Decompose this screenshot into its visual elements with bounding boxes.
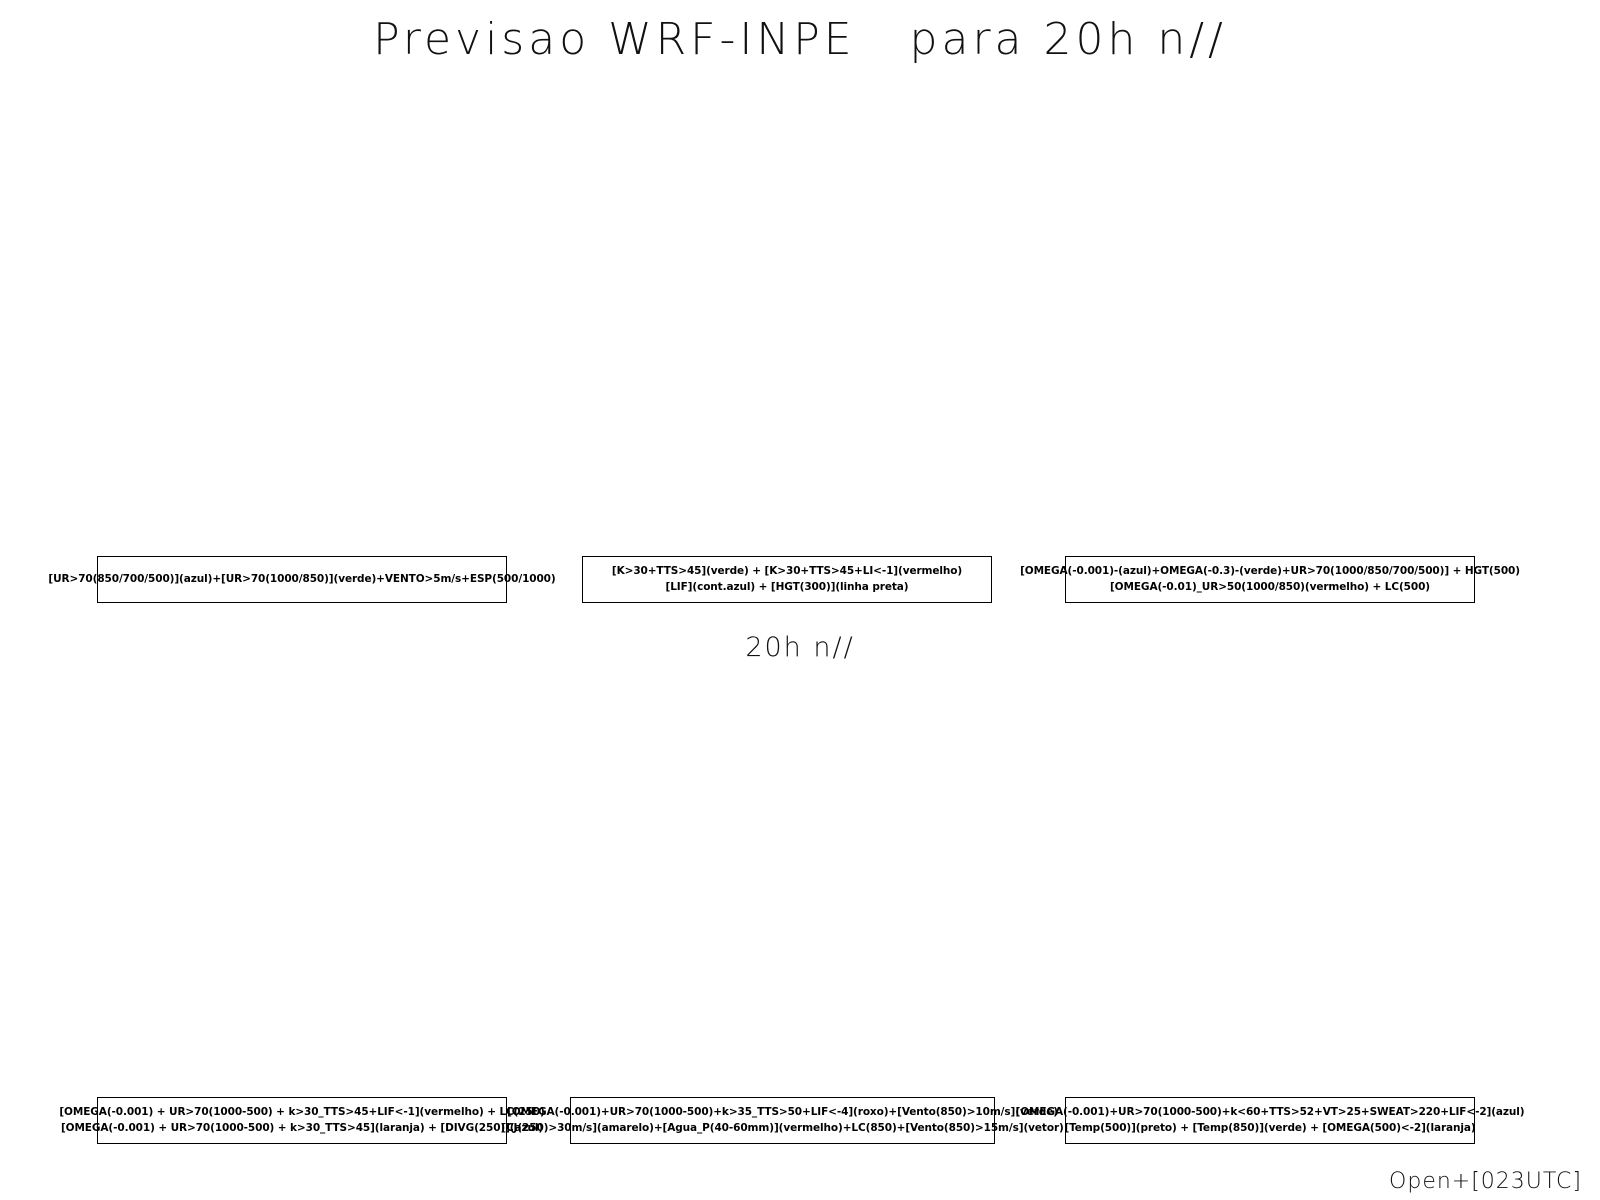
legend-line: [K>30+TTS>45](verde) + [K>30+TTS>45+LI<-1](vermelho) (611, 565, 963, 578)
map-panel-row2-col1 (97, 655, 507, 1090)
page-title: Previsao WRF-INPE para 20h n// (373, 14, 1227, 65)
legend-box-row1-col1 (48, 556, 556, 603)
legend-line: [LIF](cont.azul) + [HGT(300)](linha preta) (665, 580, 909, 593)
legend-box-row1-col3 (1020, 556, 1520, 603)
corner-stamp: Open+[023UTC] (1389, 1169, 1582, 1194)
legend-box-row2-col1 (59, 1097, 545, 1144)
legend-line: [OMEGA(-0.001) + UR>70(1000-500) + k>30_TTS>45+LIF<-1](vermelho) + LC(250) (59, 1106, 545, 1119)
legend-box-row2-col3 (1015, 1097, 1525, 1144)
legend-line: [OMEGA(-0.01)_UR>50(1000/850)(vermelho) + LC(500) (1109, 580, 1430, 593)
map-panel-row1-col3 (1065, 110, 1475, 550)
legend-line: [CJ(250)>30m/s](amarelo)+[Agua_P(40-60mm)](vermelho)+LC(850)+[Vento(850)>15m/s](vetor) (501, 1121, 1064, 1134)
map-panel-row2-col3 (1065, 655, 1475, 1090)
map-panel-row2-col2 (570, 655, 995, 1090)
legend-line: [OMEGA(-0.001)-(azul)+OMEGA(-0.3)-(verde)+UR>70(1000/850/700/500)] + HGT(500) (1020, 565, 1520, 578)
mid-caption: 20h n// (745, 632, 855, 663)
legend-line: [UR>70(850/700/500)](azul)+[UR>70(1000/850)](verde)+VENTO>5m/s+ESP(500/1000) (48, 572, 556, 585)
legend-box-row1-col2 (582, 556, 992, 603)
legend-line: [Temp(500)](preto) + [Temp(850)](verde) + [OMEGA(500)<-2](laranja) (1064, 1121, 1476, 1134)
legend-box-row2-col2 (501, 1097, 1064, 1144)
legend-line: [OMEGA(-0.001)+UR>70(1000-500)+k<60+TTS>52+VT>25+SWEAT>220+LIF<-2](azul) (1015, 1106, 1525, 1119)
map-panel-row1-col1 (97, 110, 507, 550)
legend-line: [OMEGA(-0.001)+UR>70(1000-500)+k>35_TTS>50+LIF<-4](roxo)+[Vento(850)>10m/s](verde) (507, 1106, 1058, 1119)
legend-line: [OMEGA(-0.001) + UR>70(1000-500) + k>30_TTS>45](laranja) + [DIVG(250)](azul) (60, 1121, 544, 1134)
map-panel-row1-col2 (582, 110, 992, 550)
